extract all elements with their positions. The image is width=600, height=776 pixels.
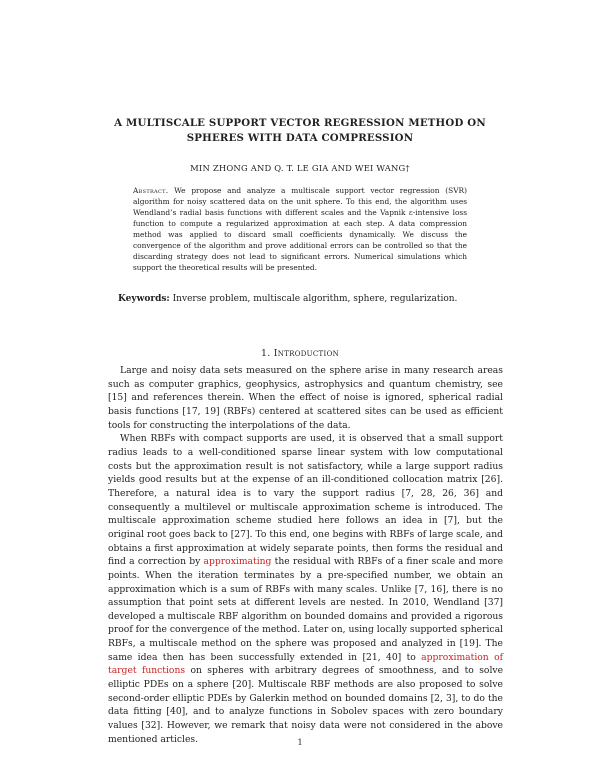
section-title: Introduction [273,348,340,359]
keywords [118,294,498,304]
page-number: 1 [297,738,303,747]
paragraph-2-part-c: on spheres with arbitrary degrees of smoothness, and to solve elliptic PDEs on a sphere [20]. Multiscale RBF methods are also proposed to solve second-order elliptic PDEs by Galerkin method on bounded domains [2, 3], to do the data fitting [40], and to analyze functions in Sobolev spaces with zero boundary values [32]. However, we remark that noisy data were not considered in the above mentioned articles. [108,665,504,745]
paragraph-2-part-a: When RBFs with compact supports are used, it is observed that a small support radius leads to a well-conditioned sparse linear system with low computational costs but the approximation result is not satisfactory, while a large support radius yields good results but at the expense of an ill-conditioned collocation matrix [26]. Therefore, a natural idea is to vary the support radius [7, 28, 26, 36] and consequently a multilevel or multiscale approximation scheme is introduced. The multiscale approximation scheme studied here follows an idea in [7], but the original root goes back to [27]. To this end, one begins with RBFs of large scale, and obtains a first approximation at widely separate points, then forms the residual and find a correction by [108,433,503,568]
title-line-1: A MULTISCALE SUPPORT VECTOR REGRESSION METHOD ON [114,117,486,129]
abstract-text: We propose and analyze a multiscale support vector regression (SVR) algorithm for noisy scattered data on the unit sphere. To this end, the algorithm uses Wendland’s radial basis functions with different scales and the Vapnik ε-intensive loss function to compute a regularized approximation at each step. A data compression method was applied to discard small coefficients dynamically. We discuss the convergence of the algorithm and prove additional errors can be controlled so that the discarding strategy does not lead to significant errors. Numerical simulations which support the theoretical results will be presented. [133,186,467,272]
body-text [108,364,503,746]
paragraph-2 [108,432,503,746]
section-heading [90,348,510,359]
citation-link-approximating[interactable]: approximating [203,556,272,568]
keywords-label: Keywords: [118,294,170,304]
author-list: MIN ZHONG AND Q. T. LE GIA AND WEI WANG† [190,163,410,173]
section-number: 1. [260,348,271,359]
paragraph-2-part-b: the residual with RBFs of a finer scale and more points. When the iteration terminates by a pre-specified number, we obtain an approximation which is a sum of RBFs with many scales. Unlike [7, 16], there is no assumption that point sets at different levels are nested. In 2010, Wendland [37] developed a multiscale RBF algorithm on bounded domains and provided a rigorous proof for the convergence of the method. Later on, using locally supported spherical RBFs, a multiscale method on the sphere was proposed and analyzed in [19]. The same idea then has been successfully extended in [21, 40] to [108,556,504,663]
title-line-2: SPHERES WITH DATA COMPRESSION [186,132,414,144]
keywords-text: Inverse problem, multiscale algorithm, sphere, regularization. [169,294,458,304]
abstract-label: Abstract. [133,186,169,195]
paragraph-1: Large and noisy data sets measured on the sphere arise in many research areas such as computer graphics, geophysics, astrophysics and quantum chemistry, see [15] and references therein. When the effect of noise is ignored, spherical radial basis functions [17, 19] (RBFs) centered at scattered sites can be used as efficient tools for constructing the interpolations of the data. [108,365,503,431]
paper-title [90,116,510,146]
citation-link-approximation-of-target-functions[interactable]: approximation of target functions [108,651,503,677]
abstract [133,185,467,273]
